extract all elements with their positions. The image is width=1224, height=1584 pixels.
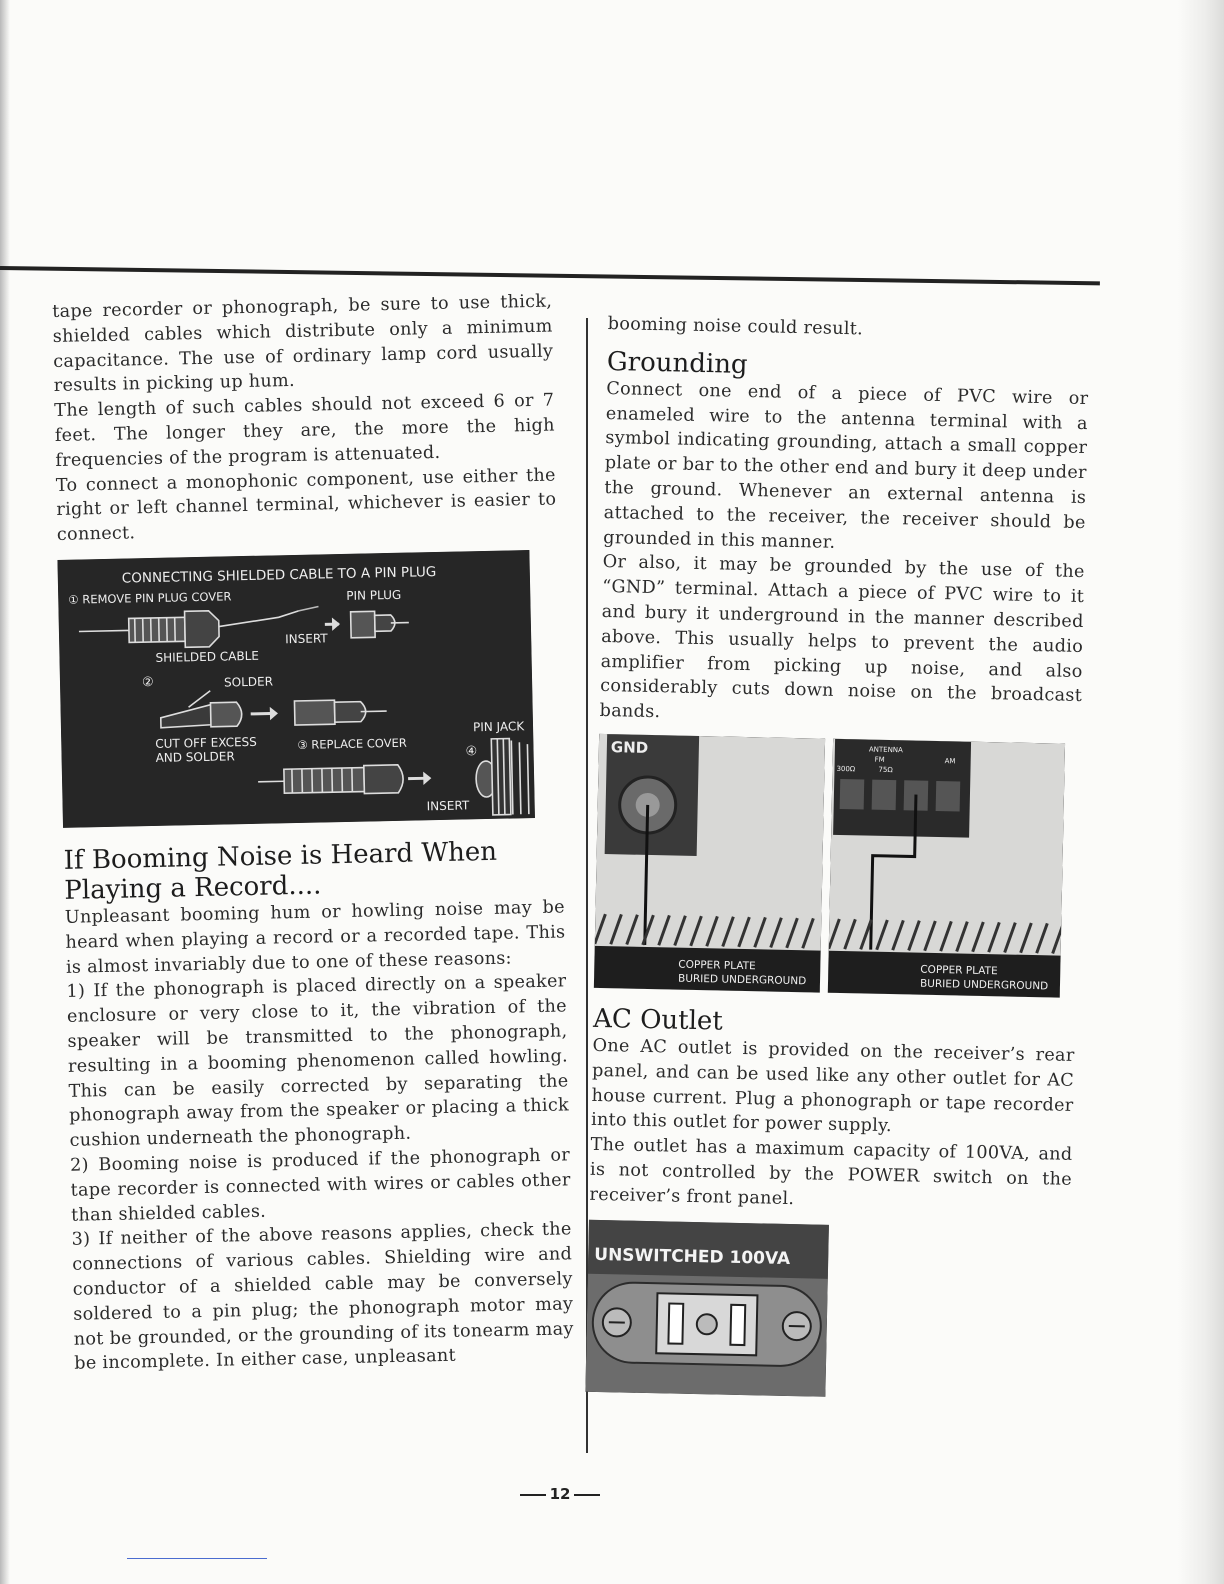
booming-heading: If Booming Noise is Heard When Playing a Record.... xyxy=(63,836,498,906)
gnd-terminal-photo xyxy=(594,734,825,993)
ac-paragraph-2: The outlet has a maximum capacity of 100VA, and is not controlled by the POWER switch on the receiver’s front panel. xyxy=(589,1134,1073,1209)
antenna-label: ANTENNA xyxy=(868,745,903,755)
diagram-cut-off-label-1: CUT OFF EXCESS xyxy=(155,734,257,751)
diagram-step1: ① REMOVE PIN PLUG COVER xyxy=(68,589,232,607)
grounding-photos xyxy=(594,734,1065,998)
page-shadow-left xyxy=(0,0,10,1584)
ac-paragraph-1: One AC outlet is provided on the receiver’s rear panel, and can be used like any other outlet for AC house current. Plug a phonograph or tape recorder into this outlet for power supply. xyxy=(590,1035,1075,1137)
ohm300-label: 300Ω xyxy=(836,764,856,774)
ohm75-label: 75Ω xyxy=(878,765,893,775)
page-shadow-right xyxy=(1178,0,1224,1584)
diagram-pin-jack-label: PIN JACK xyxy=(472,719,525,735)
left-column xyxy=(52,290,574,1377)
diagram-shielded-cable-label: SHIELDED CABLE xyxy=(155,648,260,665)
bottom-scan-mark xyxy=(127,1558,267,1559)
page-number xyxy=(505,1485,615,1503)
diagram-step4: ④ xyxy=(465,744,478,760)
gnd-photo-caption-1: COPPER PLATE xyxy=(678,958,756,973)
grounding-heading: Grounding xyxy=(606,346,748,380)
diagram-title: CONNECTING SHIELDED CABLE TO A PIN PLUG xyxy=(121,563,437,587)
continuation-text: booming noise could result. xyxy=(607,313,864,340)
diagram-insert-label-1: INSERT xyxy=(285,631,328,647)
ac-outlet-heading: AC Outlet xyxy=(592,1003,724,1037)
diagram-cut-off-label-2: AND SOLDER xyxy=(155,749,235,765)
booming-paragraph-intro: Unpleasant booming hum or howling noise may be heard when playing a record or a recorded tape. This is almost invariably due to one of these reasons: xyxy=(64,897,566,978)
page-number-value: 12 xyxy=(549,1485,571,1503)
top-rule xyxy=(0,266,1100,285)
right-column xyxy=(585,312,1090,1401)
am-label: AM xyxy=(944,757,956,766)
intro-paragraph-1: tape recorder or phonograph, be sure to use thick, shielded cables which distribute only a minimum capacitance. The use of ordinary lamp cord usually results in picking up hum. xyxy=(52,291,554,397)
booming-reason-2: 2) Booming noise is produced if the phonograph or tape recorder is connected with wires or cables other than shielded cables. xyxy=(69,1145,571,1226)
unswitched-label: UNSWITCHED 100VA xyxy=(594,1244,791,1269)
diagram-pin-plug-label: PIN PLUG xyxy=(346,587,402,603)
booming-reason-3: 3) If neither of the above reasons applies, check the connections of various cables. Shielding wire and conductor of a shielded cable may be conversely soldered to a pin plug; the phonograph motor may not be grounded, or the grounding of its tonearm may be incomplete. In either case, unpleasant xyxy=(71,1219,574,1375)
booming-reason-1: 1) If the phonograph is placed directly on a speaker enclosure or very close to it, the vibration of the speaker will be transmitted to the phonograph, resulting in a booming phenomenon called howling. This can be easily corrected by separating the phonograph away from the speaker or placing a thick cushion underneath the phonograph. xyxy=(66,971,570,1151)
diagram-insert-label-2: INSERT xyxy=(426,798,470,814)
antenna-photo-caption-2: BURIED UNDERGROUND xyxy=(919,977,1049,993)
diagram-solder-label: SOLDER xyxy=(223,674,274,690)
ac-outlet-photo xyxy=(585,1219,829,1396)
diagram-step3: ③ REPLACE COVER xyxy=(297,735,407,752)
diagram-step2: ② xyxy=(141,674,154,691)
grounding-paragraph-1: Connect one end of a piece of PVC wire or enameled wire to the antenna terminal with a symbol indicating grounding, attach a small copper plate or bar to the other end and bury it deep under the ground. Whenever an external antenna is attached to the receiver, the receiver should be grounded in this manner. xyxy=(603,378,1089,553)
pin-plug-diagram xyxy=(57,550,535,828)
antenna-terminal-photo xyxy=(828,739,1065,998)
intro-paragraph-3: To connect a monophonic component, use either the right or left channel terminal, whichever is easier to connect. xyxy=(55,465,557,546)
fm-label: FM xyxy=(874,755,885,764)
antenna-photo-caption-1: COPPER PLATE xyxy=(920,963,998,978)
grounding-paragraph-2: Or also, it may be grounded by the use of the “GND” terminal. Attach a piece of PVC wire to it and bury it underground in the manner described above. This usually helps to prevent the audio amplifier from picking up noise, and also considerably cuts down noise on the broadcast bands. xyxy=(599,552,1085,723)
gnd-photo-caption-2: BURIED UNDERGROUND xyxy=(677,972,807,988)
intro-paragraph-2: The length of such cables should not exceed 6 or 7 feet. The longer they are, the more the high frequencies of the program is attenuated. xyxy=(54,390,555,471)
gnd-label: GND xyxy=(610,738,649,757)
